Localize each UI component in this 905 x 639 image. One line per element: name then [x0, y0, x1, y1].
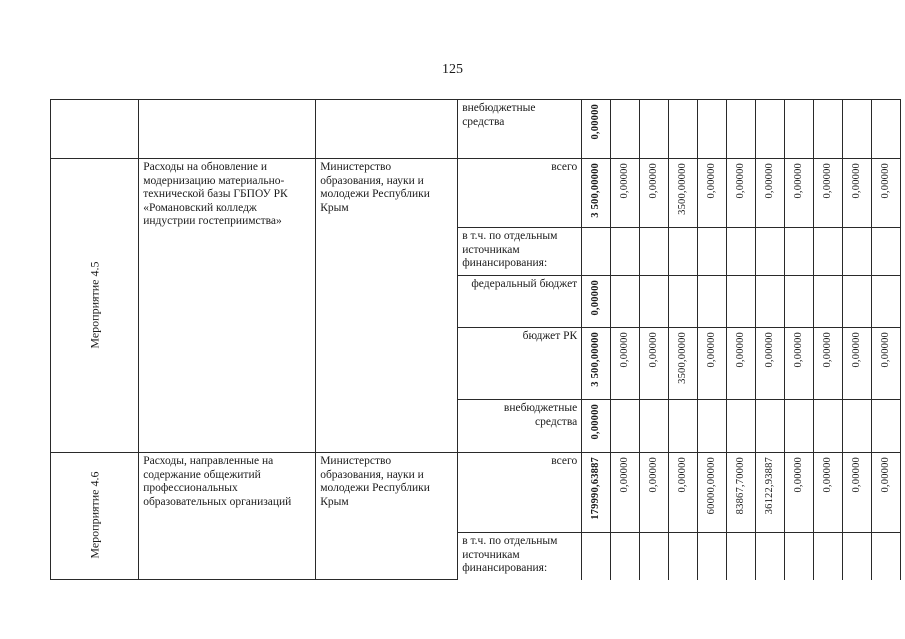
amount-value: 0,00000 [764, 332, 776, 368]
amount-cell [843, 453, 872, 533]
source-cell: бюджет РК [458, 328, 582, 400]
amount-cell [814, 100, 843, 159]
amount-value: 0,00000 [822, 163, 834, 199]
amount-cell [814, 400, 843, 453]
amount-cell [814, 159, 843, 228]
amount-cell [640, 328, 669, 400]
amount-cell [785, 228, 814, 276]
amount-cell [669, 159, 698, 228]
amount-cell [727, 159, 756, 228]
amount-value: 3500,00000 [677, 332, 689, 384]
amount-cell [872, 400, 901, 453]
amount-cell [785, 453, 814, 533]
amount-cell [640, 159, 669, 228]
page-number: 125 [442, 62, 463, 77]
amount-value: 0,00000 [793, 457, 805, 493]
amount-cell [727, 276, 756, 328]
amount-cell [698, 328, 727, 400]
amount-cell [611, 276, 640, 328]
amount-cell [814, 228, 843, 276]
amount-cell [785, 159, 814, 228]
amount-cell [640, 228, 669, 276]
amount-cell [611, 328, 640, 400]
amount-cell [669, 453, 698, 533]
amount-cell [582, 100, 611, 159]
amount-cell [727, 400, 756, 453]
amount-value: 0,00000 [619, 457, 631, 493]
amount-cell [698, 400, 727, 453]
amount-cell [669, 400, 698, 453]
amount-cell [843, 228, 872, 276]
measure-name: Расходы на обновление и модернизацию материально-технической базы ГБПОУ РК «Романовский колледж индустрии гостеприимства» [139, 159, 316, 453]
amount-value: 0,00000 [822, 332, 834, 368]
measure-label-cell [51, 453, 139, 580]
amount-cell [582, 533, 611, 580]
amount-cell [640, 533, 669, 580]
amount-value: 0,00000 [735, 163, 747, 199]
amount-value: 0,00000 [677, 457, 689, 493]
amount-value: 0,00000 [706, 163, 718, 199]
amount-cell [872, 453, 901, 533]
amount-value: 0,00000 [590, 104, 602, 140]
amount-cell [611, 159, 640, 228]
amount-value: 3500,00000 [677, 163, 689, 215]
amount-cell [640, 100, 669, 159]
amount-cell [727, 453, 756, 533]
amount-cell [756, 453, 785, 533]
amount-cell [785, 328, 814, 400]
amount-value: 60000,00000 [706, 457, 718, 515]
amount-value: 0,00000 [851, 332, 863, 368]
amount-cell [582, 453, 611, 533]
amount-cell [611, 100, 640, 159]
table-row [51, 453, 901, 533]
amount-cell [698, 276, 727, 328]
amount-cell [756, 276, 785, 328]
amount-value: 0,00000 [880, 457, 892, 493]
table-row [51, 159, 901, 228]
amount-cell [698, 533, 727, 580]
budget-table [50, 99, 901, 580]
amount-value: 36122,93887 [764, 457, 776, 515]
source-cell: всего [458, 159, 582, 228]
amount-value: 0,00000 [590, 404, 602, 440]
amount-cell [785, 533, 814, 580]
amount-cell [785, 400, 814, 453]
amount-cell [640, 453, 669, 533]
source-cell: всего [458, 453, 582, 533]
amount-cell [698, 228, 727, 276]
source-cell: в т.ч. по отдельным источникам финансирования: [458, 533, 582, 580]
amount-value: 0,00000 [648, 163, 660, 199]
measure-label: Мероприятие 4.5 [87, 261, 102, 349]
amount-cell [843, 400, 872, 453]
amount-cell [698, 159, 727, 228]
amount-cell [582, 228, 611, 276]
amount-cell [872, 100, 901, 159]
amount-cell [669, 328, 698, 400]
amount-value: 0,00000 [764, 163, 776, 199]
amount-cell [872, 228, 901, 276]
amount-cell [698, 453, 727, 533]
amount-cell [756, 159, 785, 228]
amount-cell [785, 276, 814, 328]
source-cell: внебюджетные средства [458, 400, 582, 453]
amount-cell [582, 400, 611, 453]
amount-cell [669, 276, 698, 328]
amount-value: 0,00000 [648, 332, 660, 368]
amount-cell [814, 453, 843, 533]
measure-executor: Министерство образования, науки и молодежи Республики Крым [316, 453, 458, 580]
amount-cell [611, 533, 640, 580]
amount-cell [872, 159, 901, 228]
amount-value: 0,00000 [619, 163, 631, 199]
amount-cell [843, 276, 872, 328]
measure-name: Расходы, направленные на содержание общежитий профессиональных образовательных организаций [139, 453, 316, 580]
amount-value: 83867,70000 [735, 457, 747, 515]
amount-cell [756, 228, 785, 276]
amount-cell [611, 228, 640, 276]
amount-value: 0,00000 [619, 332, 631, 368]
amount-cell [843, 159, 872, 228]
measure-label-cell [51, 159, 139, 453]
amount-cell [785, 100, 814, 159]
source-cell: федеральный бюджет [458, 276, 582, 328]
measure-label: Мероприятие 4.6 [87, 471, 102, 559]
amount-cell [698, 100, 727, 159]
amount-cell [872, 276, 901, 328]
amount-cell [611, 400, 640, 453]
amount-cell [756, 328, 785, 400]
amount-value: 3 500,00000 [590, 163, 602, 218]
amount-cell [582, 276, 611, 328]
amount-value: 0,00000 [880, 163, 892, 199]
amount-value: 0,00000 [851, 457, 863, 493]
amount-cell [582, 328, 611, 400]
executor-cell [316, 100, 458, 159]
amount-cell [669, 100, 698, 159]
amount-cell [843, 328, 872, 400]
amount-cell [814, 276, 843, 328]
amount-cell [756, 400, 785, 453]
amount-cell [582, 159, 611, 228]
amount-cell [814, 328, 843, 400]
amount-cell [611, 453, 640, 533]
amount-cell [843, 100, 872, 159]
amount-cell [843, 533, 872, 580]
amount-value: 0,00000 [793, 163, 805, 199]
measure-cell [51, 100, 139, 159]
amount-cell [872, 533, 901, 580]
measure-executor: Министерство образования, науки и молодежи Республики Крым [316, 159, 458, 453]
amount-value: 0,00000 [822, 457, 834, 493]
amount-cell [640, 276, 669, 328]
amount-value: 0,00000 [648, 457, 660, 493]
source-cell: в т.ч. по отдельным источникам финансирования: [458, 228, 582, 276]
amount-value: 0,00000 [706, 332, 718, 368]
amount-cell [727, 328, 756, 400]
amount-cell [727, 533, 756, 580]
amount-value: 0,00000 [590, 280, 602, 316]
amount-cell [872, 328, 901, 400]
amount-value: 179990,63887 [590, 457, 602, 520]
amount-cell [756, 100, 785, 159]
amount-cell [814, 533, 843, 580]
amount-value: 0,00000 [735, 332, 747, 368]
amount-cell [669, 228, 698, 276]
amount-cell [669, 533, 698, 580]
amount-cell [756, 533, 785, 580]
source-cell: внебюджетные средства [458, 100, 582, 159]
amount-value: 0,00000 [793, 332, 805, 368]
name-cell [139, 100, 316, 159]
amount-cell [727, 228, 756, 276]
amount-value: 3 500,00000 [590, 332, 602, 387]
amount-cell [727, 100, 756, 159]
amount-value: 0,00000 [851, 163, 863, 199]
amount-value: 0,00000 [880, 332, 892, 368]
table-row [51, 100, 901, 159]
amount-cell [640, 400, 669, 453]
